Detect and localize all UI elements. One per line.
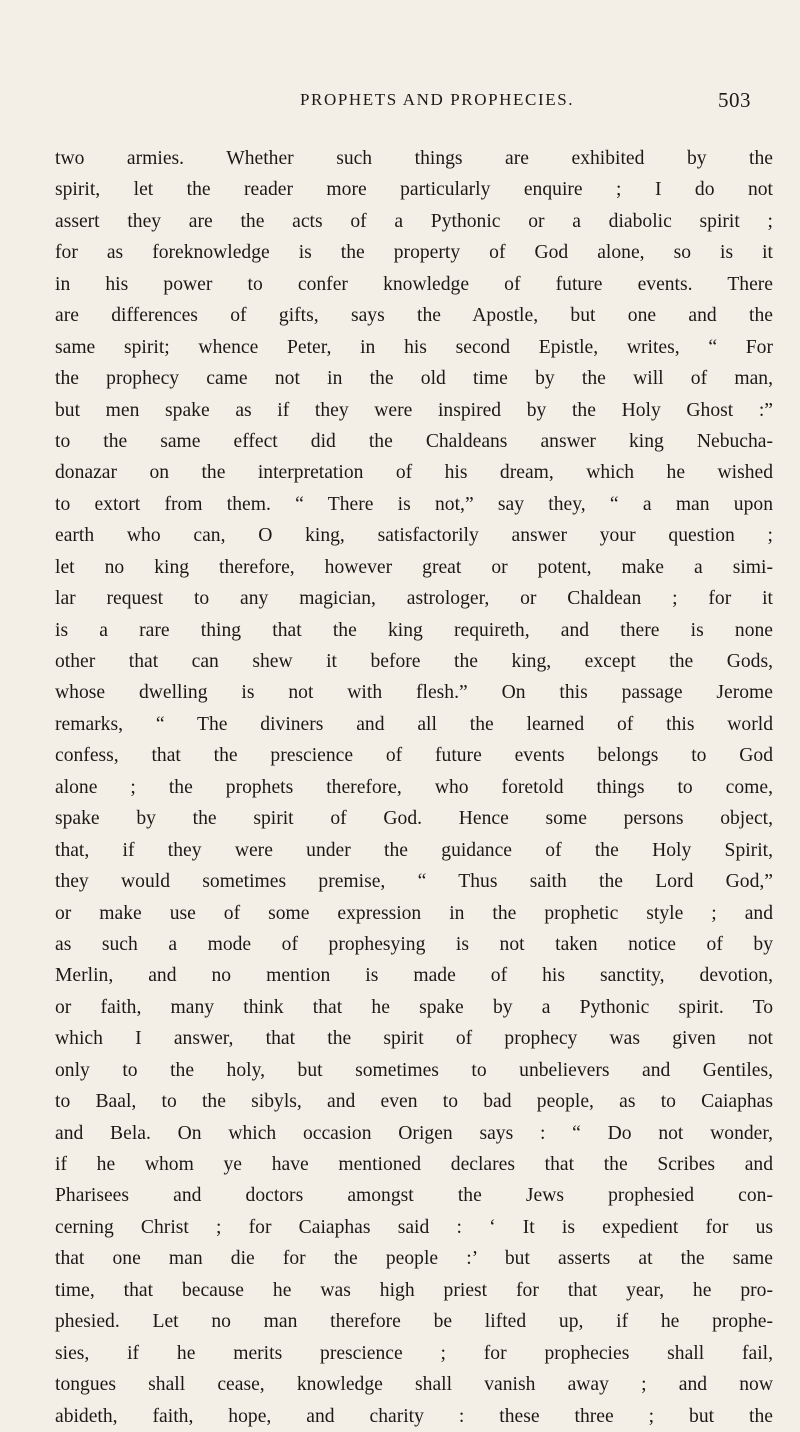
text-line: spirit, let the reader more particularly enquire ; I do not — [55, 179, 773, 201]
text-line: tongues shall cease, knowledge shall vanish away ; and now — [55, 1374, 773, 1396]
text-line: only to the holy, but sometimes to unbelievers and Gentiles, — [55, 1059, 773, 1081]
text-line: other that can shew it before the king, except the Gods, — [55, 651, 773, 672]
text-line: they would sometimes premise, “ Thus saith the Lord God,” — [55, 871, 773, 893]
text-line: Pharisees and doctors amongst the Jews prophesied con- — [55, 1185, 773, 1207]
text-line: earth who can, O king, satisfactorily answer your question ; — [55, 525, 773, 547]
text-line: cerning Christ ; for Caiaphas said : ‘ It is expedient for us — [55, 1216, 773, 1238]
text-line: sies, if he merits prescience ; for prophecies shall fail, — [55, 1342, 773, 1364]
text-line: let no king therefore, however great or potent, make a simi- — [55, 556, 773, 578]
text-line: to the same effect did the Chaldeans answer king Nebucha- — [55, 430, 773, 452]
text-line: same spirit; whence Peter, in his second Epistle, writes, “ For — [55, 336, 773, 358]
text-line: for as foreknowledge is the property of God alone, so is it — [55, 242, 773, 264]
page-number: 503 — [718, 88, 751, 112]
text-line: Merlin, and no mention is made of his sanctity, devotion, — [55, 965, 773, 987]
text-line: whose dwelling is not with flesh.” On this passage Jerome — [55, 682, 773, 704]
text-line: the prophecy came not in the old time by the will of man, — [55, 368, 773, 390]
text-line: time, that because he was high priest for that year, he pro- — [55, 1279, 773, 1301]
text-line: that one man die for the people :’ but asserts at the same — [55, 1248, 773, 1270]
text-line: spake by the spirit of God. Hence some persons object, — [55, 808, 773, 830]
text-line: lar request to any magician, astrologer, or Chaldean ; for it — [55, 588, 773, 610]
text-line: donazar on the interpretation of his dream, which he wished — [55, 462, 773, 484]
text-line: to Baal, to the sibyls, and even to bad people, as to Caiaphas — [55, 1091, 773, 1113]
text-line: or faith, many think that he spake by a Pythonic spirit. To — [55, 996, 773, 1018]
text-line: two armies. Whether such things are exhibited by the — [55, 148, 773, 169]
text-line: phesied. Let no man therefore be lifted up, if he prophe- — [55, 1311, 773, 1333]
text-line: which I answer, that the spirit of prophecy was given not — [55, 1028, 773, 1050]
text-line: remarks, “ The diviners and all the learned of this world — [55, 713, 773, 735]
running-head — [0, 88, 800, 118]
text-line: are differences of gifts, says the Apostle, but one and the — [55, 305, 773, 327]
text-line: and Bela. On which occasion Origen says : “ Do not wonder, — [55, 1122, 773, 1144]
text-line: or make use of some expression in the prophetic style ; and — [55, 902, 773, 924]
text-line: that, if they were under the guidance of the Holy Spirit, — [55, 839, 773, 861]
text-line: abideth, faith, hope, and charity : these three ; but the — [55, 1405, 773, 1427]
text-line: in his power to confer knowledge of future events. There — [55, 273, 773, 295]
text-line: confess, that the prescience of future events belongs to God — [55, 745, 773, 767]
text-line: but men spake as if they were inspired by the Holy Ghost :” — [55, 399, 773, 421]
text-line: alone ; the prophets therefore, who foretold things to come, — [55, 776, 773, 798]
text-line: to extort from them. “ There is not,” say they, “ a man upon — [55, 493, 773, 515]
running-title: PROPHETS AND PROPHECIES. — [300, 90, 575, 109]
text-line: if he whom ye have mentioned declares that the Scribes and — [55, 1154, 773, 1175]
text-line: as such a mode of prophesying is not taken notice of by — [55, 933, 773, 955]
text-line: is a rare thing that the king requireth, and there is none — [55, 619, 773, 641]
text-line: assert they are the acts of a Pythonic or a diabolic spirit ; — [55, 210, 773, 232]
body-text — [55, 143, 773, 1432]
